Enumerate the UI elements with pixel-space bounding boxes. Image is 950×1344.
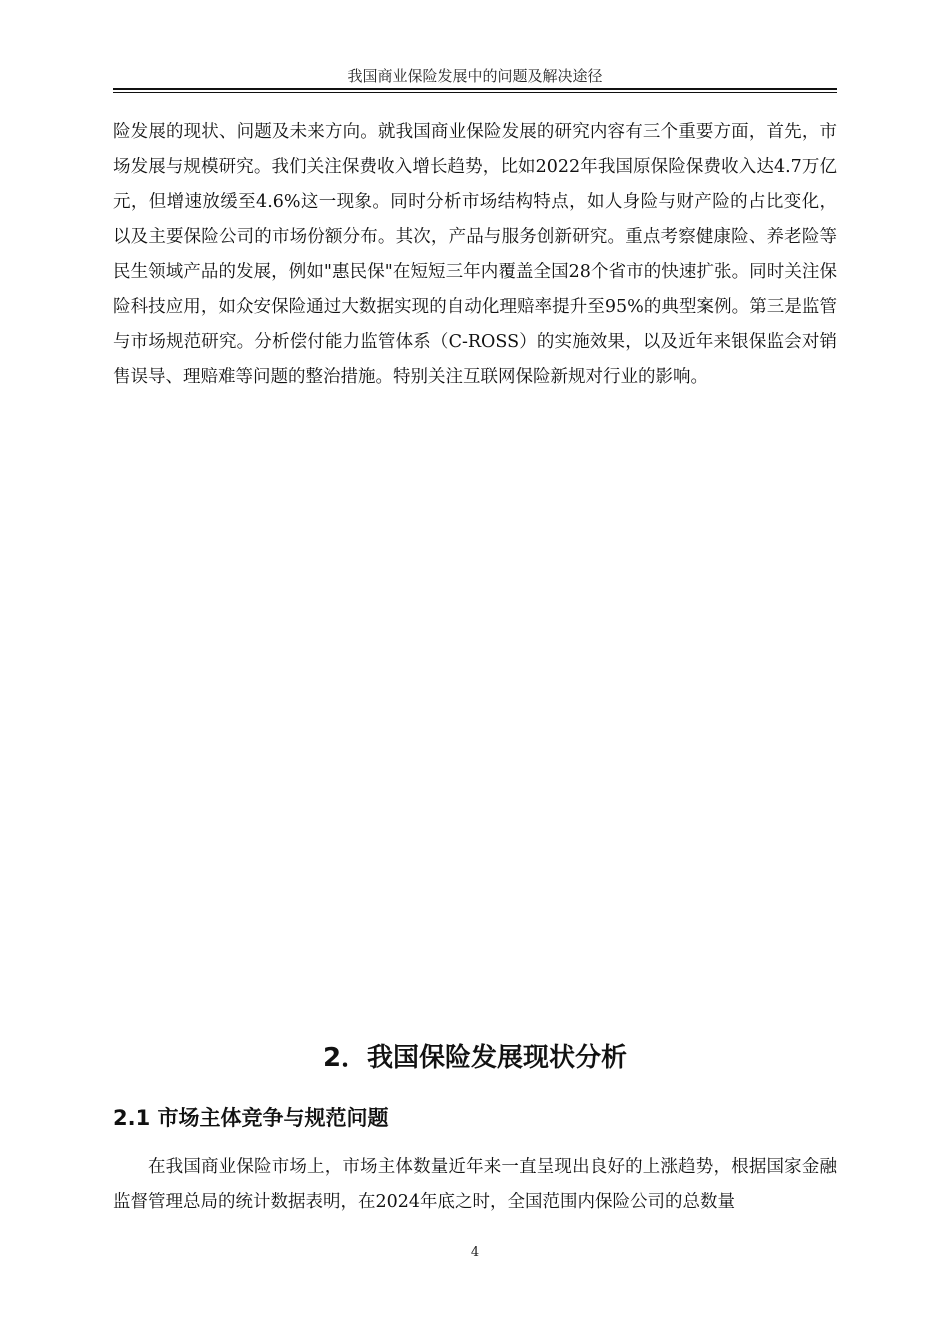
- chapter-title: 2．我国保险发展现状分析: [322, 1043, 628, 1073]
- header-rule-thin: [113, 92, 837, 93]
- body-paragraph: 险发展的现状、问题及未来方向。就我国商业保险发展的研究内容有三个重要方面，首先，市场发展与规模研究。我们关注保费收入增长趋势，比如2022年我国原保险保费收入达4.7万亿元，但增速放缓至4.6%这一现象。同时分析市场结构特点，如人身险与财产险的占比变化，以及主要保险公司的市场份额分布。其次，产品与服务创新研究。重点考察健康险、养老险等民生领域产品的发展，例如"惠民保"在短短三年内覆盖全国28个省市的快速扩张。同时关注保险科技应用，如众安保险通过大数据实现的自动化理赔率提升至95%的典型案例。第三是监管与市场规范研究。分析偿付能力监管体系（C-ROSS）的实施效果，以及近年来银保监会对销售误导、理赔难等问题的整治措施。特别关注互联网保险新规对行业的影响。: [113, 122, 837, 387]
- running-header: 我国商业保险发展中的问题及解决途径: [347, 67, 603, 85]
- section-title: 2.1 市场主体竞争与规范问题: [113, 1106, 389, 1130]
- body-paragraph: 在我国商业保险市场上，市场主体数量近年来一直呈现出良好的上涨趋势，根据国家金融监督管理总局的统计数据表明，在2024年底之时，全国范围内保险公司的总数量: [113, 1157, 837, 1212]
- header-rule: [113, 88, 837, 90]
- page-number: 4: [470, 1245, 480, 1260]
